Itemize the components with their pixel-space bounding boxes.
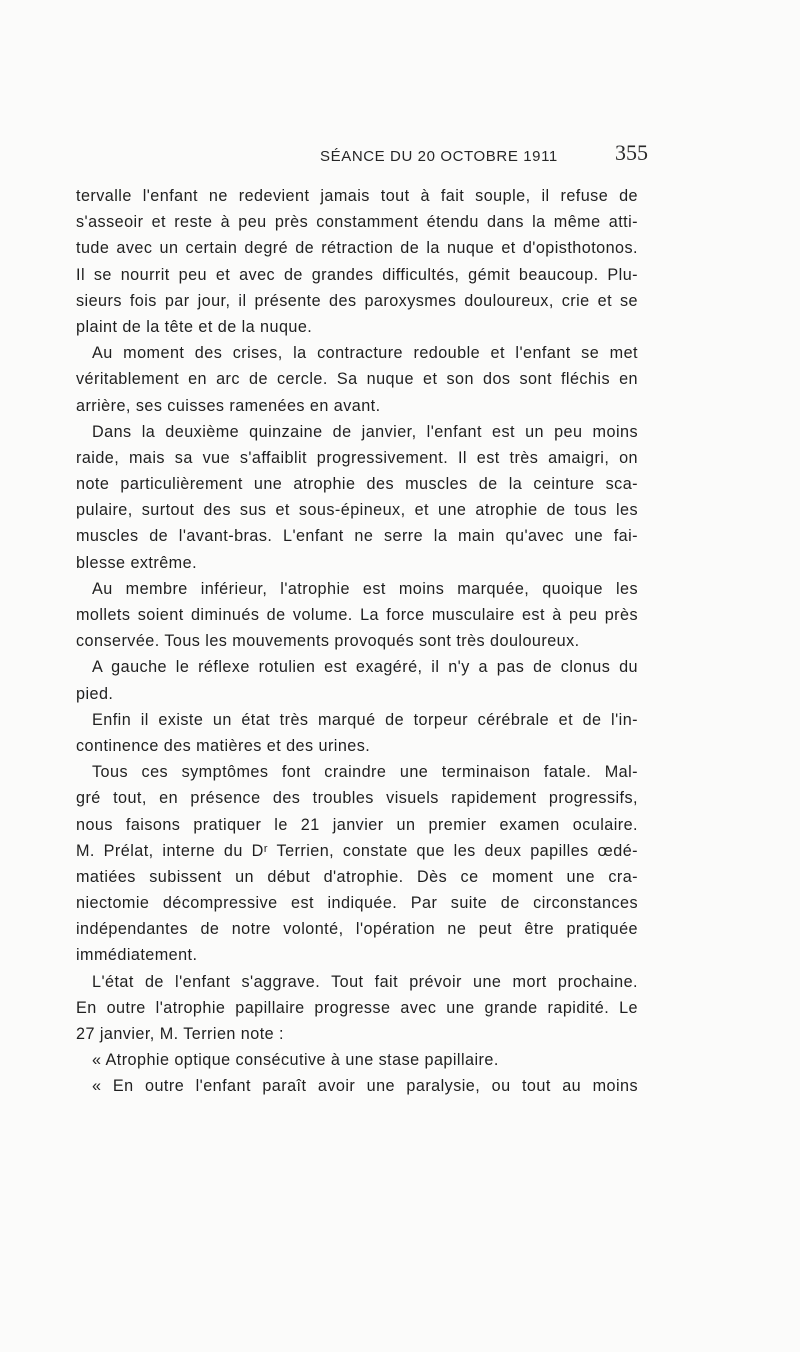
running-head: SÉANCE DU 20 OCTOBRE 1911	[320, 148, 558, 165]
text-line: pulaire, surtout des sus et sous-épineux, et une atrophie de tous les	[76, 501, 638, 520]
text-line: muscles de l'avant-bras. L'enfant ne serre la main qu'avec une fai-	[76, 527, 638, 546]
text-line: tervalle l'enfant ne redevient jamais tout à fait souple, il refuse de	[76, 187, 638, 205]
text-line: Tous ces symptômes font craindre une terminaison fatale. Mal-	[92, 763, 638, 782]
paragraph	[76, 183, 638, 340]
text-line: « Atrophie optique consécutive à une stase papillaire.	[92, 1051, 499, 1070]
text-line: Il se nourrit peu et avec de grandes difficultés, gémit beaucoup. Plu-	[76, 265, 638, 284]
paragraph	[76, 1047, 638, 1073]
paragraph	[76, 340, 638, 419]
text-line: M. Prélat, interne du Dʳ Terrien, constate que les deux papilles œdé-	[76, 841, 638, 860]
text-line: plaint de la tête et de la nuque.	[76, 317, 313, 336]
text-line: véritablement en arc de cercle. Sa nuque et son dos sont fléchis en	[76, 370, 638, 389]
paragraph	[76, 576, 638, 655]
text-line: Enfin il existe un état très marqué de torpeur cérébrale et de l'in-	[92, 710, 638, 729]
text-line: note particulièrement une atrophie des muscles de la ceinture sca-	[76, 475, 638, 494]
text-line: pied.	[76, 684, 114, 703]
text-line: L'état de l'enfant s'aggrave. Tout fait prévoir une mort prochaine.	[92, 972, 638, 991]
page-header	[76, 140, 648, 174]
text-line: arrière, ses cuisses ramenées en avant.	[76, 396, 381, 415]
text-line: A gauche le réflexe rotulien est exagéré, il n'y a pas de clonus du	[92, 658, 638, 677]
text-line: indépendantes de notre volonté, l'opération ne peut être pratiquée	[76, 920, 638, 939]
text-line: nous faisons pratiquer le 21 janvier un premier examen oculaire.	[76, 815, 638, 834]
paragraph	[76, 654, 638, 706]
text-line: s'asseoir et reste à peu près constamment étendu dans la même atti-	[76, 213, 638, 232]
text-line: continence des matières et des urines.	[76, 736, 371, 755]
text-line: niectomie décompressive est indiquée. Par suite de circonstances	[76, 894, 638, 913]
text-line: Au membre inférieur, l'atrophie est moins marquée, quoique les	[92, 579, 638, 598]
text-line: tude avec un certain degré de rétraction de la nuque et d'opisthotonos.	[76, 239, 638, 258]
body-text	[76, 183, 638, 1100]
text-line: En outre l'atrophie papillaire progresse avec une grande rapidité. Le	[76, 998, 638, 1017]
text-line: Au moment des crises, la contracture redouble et l'enfant se met	[92, 344, 638, 363]
text-line: « En outre l'enfant paraît avoir une paralysie, ou tout au moins	[92, 1077, 638, 1096]
text-line: immédiatement.	[76, 946, 198, 965]
text-line: raide, mais sa vue s'affaiblit progressivement. Il est très amaigri, on	[76, 448, 638, 467]
text-line: conservée. Tous les mouvements provoqués sont très douloureux.	[76, 632, 580, 651]
paragraph	[76, 419, 638, 576]
text-line: gré tout, en présence des troubles visuels rapidement progressifs,	[76, 789, 638, 808]
paragraph	[76, 759, 638, 969]
text-line: 27 janvier, M. Terrien note :	[76, 1025, 285, 1043]
paragraph	[76, 969, 638, 1048]
page-number: 355	[615, 140, 648, 165]
text-line: blesse extrême.	[76, 553, 198, 572]
text-line: sieurs fois par jour, il présente des paroxysmes douloureux, crie et se	[76, 291, 638, 310]
paragraph	[76, 1073, 638, 1099]
paragraph	[76, 707, 638, 759]
text-line: mollets soient diminués de volume. La force musculaire est à peu près	[76, 606, 638, 624]
text-line: matiées subissent un début d'atrophie. Dès ce moment une cra-	[76, 867, 638, 886]
text-line: Dans la deuxième quinzaine de janvier, l'enfant est un peu moins	[92, 422, 638, 441]
